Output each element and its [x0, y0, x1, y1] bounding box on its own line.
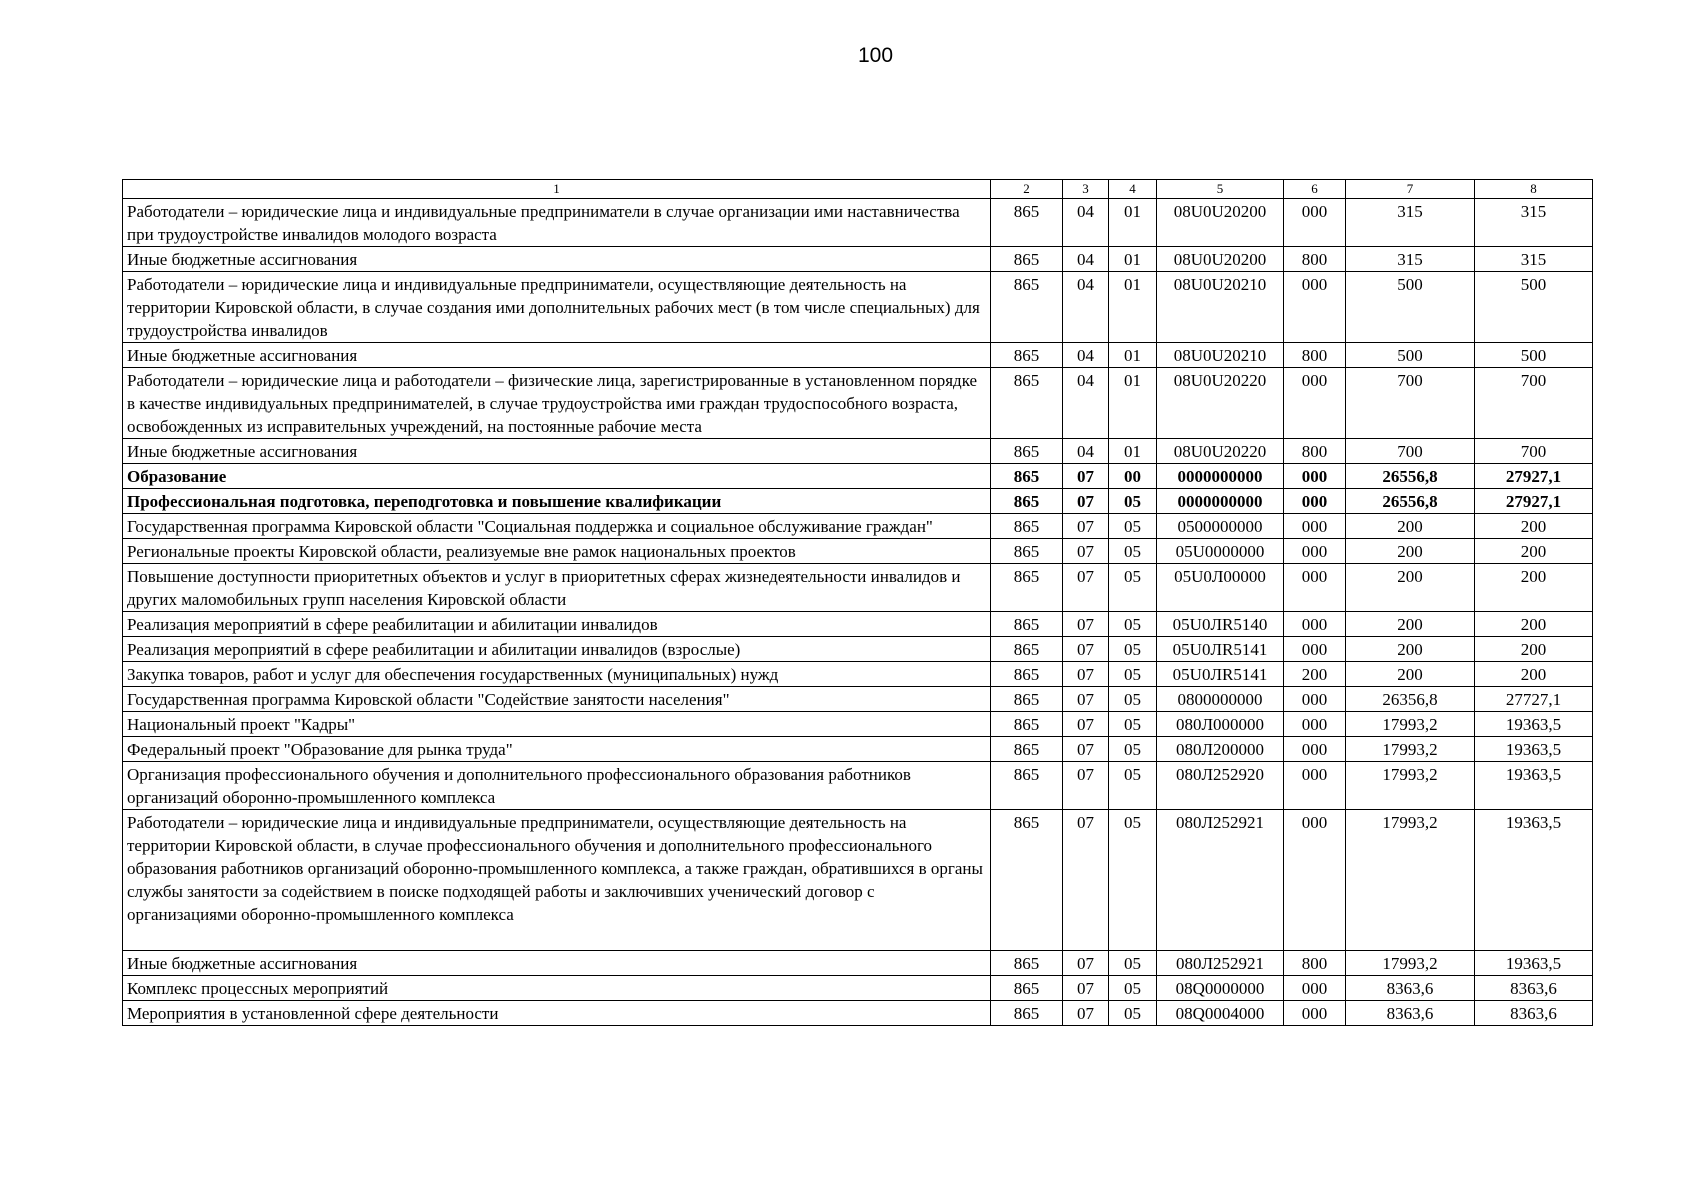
amount-year2-cell: 700	[1475, 439, 1593, 464]
row-name-cell: Работодатели – юридические лица и индивидуальные предприниматели, осуществляющие деятельность на территории Кировской области, в случае создания ими дополнительных рабочих мест (в том числе специальных) для трудоустройства инвалидов	[123, 272, 991, 343]
ministry-code-cell: 865	[991, 662, 1063, 687]
ministry-code-cell: 865	[991, 514, 1063, 539]
subsection-cell: 05	[1109, 612, 1157, 637]
table-row	[123, 662, 1593, 687]
target-article-cell: 0500000000	[1157, 514, 1284, 539]
target-article-cell: 05U0ЛR5140	[1157, 612, 1284, 637]
amount-year1-cell: 8363,6	[1346, 1001, 1475, 1026]
target-article-cell: 08U0U20200	[1157, 199, 1284, 247]
row-name-cell: Иные бюджетные ассигнования	[123, 951, 991, 976]
amount-year2-cell: 500	[1475, 343, 1593, 368]
section-cell: 04	[1063, 199, 1109, 247]
amount-year1-cell: 26556,8	[1346, 464, 1475, 489]
subsection-cell: 05	[1109, 687, 1157, 712]
expense-type-cell: 000	[1284, 810, 1346, 951]
amount-year1-cell: 200	[1346, 662, 1475, 687]
subsection-cell: 01	[1109, 199, 1157, 247]
expense-type-cell: 200	[1284, 662, 1346, 687]
subsection-cell: 05	[1109, 762, 1157, 810]
expense-type-cell: 000	[1284, 272, 1346, 343]
ministry-code-cell: 865	[991, 439, 1063, 464]
target-article-cell: 05U0000000	[1157, 539, 1284, 564]
target-article-cell: 08U0U20200	[1157, 247, 1284, 272]
table-row	[123, 737, 1593, 762]
amount-year1-cell: 200	[1346, 637, 1475, 662]
row-name-cell: Региональные проекты Кировской области, реализуемые вне рамок национальных проектов	[123, 539, 991, 564]
subsection-cell: 00	[1109, 464, 1157, 489]
table-row	[123, 343, 1593, 368]
target-article-cell: 05U0ЛR5141	[1157, 637, 1284, 662]
section-cell: 07	[1063, 810, 1109, 951]
amount-year2-cell: 19363,5	[1475, 737, 1593, 762]
row-name-cell: Реализация мероприятий в сфере реабилитации и абилитации инвалидов	[123, 612, 991, 637]
expense-type-cell: 000	[1284, 637, 1346, 662]
column-header: 1	[123, 180, 991, 199]
table-row	[123, 637, 1593, 662]
section-cell: 04	[1063, 343, 1109, 368]
column-header: 7	[1346, 180, 1475, 199]
amount-year1-cell: 8363,6	[1346, 976, 1475, 1001]
row-name-cell: Работодатели – юридические лица и индивидуальные предприниматели в случае организации ими наставничества при трудоустройстве инвалидов молодого возраста	[123, 199, 991, 247]
expense-type-cell: 000	[1284, 712, 1346, 737]
column-header: 2	[991, 180, 1063, 199]
row-name-cell: Иные бюджетные ассигнования	[123, 247, 991, 272]
amount-year1-cell: 17993,2	[1346, 737, 1475, 762]
table-row	[123, 976, 1593, 1001]
table-row	[123, 951, 1593, 976]
row-name-cell: Федеральный проект "Образование для рынка труда"	[123, 737, 991, 762]
ministry-code-cell: 865	[991, 343, 1063, 368]
expense-type-cell: 000	[1284, 564, 1346, 612]
column-header: 4	[1109, 180, 1157, 199]
amount-year2-cell: 700	[1475, 368, 1593, 439]
ministry-code-cell: 865	[991, 368, 1063, 439]
row-name-cell: Реализация мероприятий в сфере реабилитации и абилитации инвалидов (взрослые)	[123, 637, 991, 662]
subsection-cell: 05	[1109, 810, 1157, 951]
amount-year2-cell: 200	[1475, 637, 1593, 662]
ministry-code-cell: 865	[991, 712, 1063, 737]
amount-year2-cell: 27927,1	[1475, 489, 1593, 514]
ministry-code-cell: 865	[991, 199, 1063, 247]
ministry-code-cell: 865	[991, 762, 1063, 810]
row-name-cell: Работодатели – юридические лица и работодатели – физические лица, зарегистрированные в установленном порядке в качестве индивидуальных предпринимателей, в случае трудоустройства ими граждан трудоспособного возраста, освобожденных из исправительных учреждений, на постоянные рабочие места	[123, 368, 991, 439]
target-article-cell: 08U0U20220	[1157, 368, 1284, 439]
target-article-cell: 08Q0004000	[1157, 1001, 1284, 1026]
section-cell: 04	[1063, 439, 1109, 464]
amount-year2-cell: 27927,1	[1475, 464, 1593, 489]
table-row	[123, 539, 1593, 564]
table-row	[123, 368, 1593, 439]
subsection-cell: 05	[1109, 637, 1157, 662]
amount-year1-cell: 17993,2	[1346, 810, 1475, 951]
row-name-cell: Мероприятия в установленной сфере деятельности	[123, 1001, 991, 1026]
ministry-code-cell: 865	[991, 976, 1063, 1001]
target-article-cell: 08Q0000000	[1157, 976, 1284, 1001]
expense-type-cell: 000	[1284, 514, 1346, 539]
target-article-cell: 080Л252921	[1157, 951, 1284, 976]
row-name-cell: Образование	[123, 464, 991, 489]
amount-year1-cell: 200	[1346, 612, 1475, 637]
expense-type-cell: 000	[1284, 464, 1346, 489]
section-cell: 04	[1063, 247, 1109, 272]
amount-year1-cell: 200	[1346, 514, 1475, 539]
amount-year2-cell: 8363,6	[1475, 976, 1593, 1001]
amount-year1-cell: 17993,2	[1346, 762, 1475, 810]
table-row	[123, 810, 1593, 951]
subsection-cell: 05	[1109, 712, 1157, 737]
subsection-cell: 01	[1109, 272, 1157, 343]
ministry-code-cell: 865	[991, 489, 1063, 514]
table-row	[123, 687, 1593, 712]
target-article-cell: 05U0Л00000	[1157, 564, 1284, 612]
subsection-cell: 05	[1109, 951, 1157, 976]
subsection-cell: 05	[1109, 662, 1157, 687]
ministry-code-cell: 865	[991, 687, 1063, 712]
amount-year2-cell: 19363,5	[1475, 810, 1593, 951]
row-name-cell: Комплекс процессных мероприятий	[123, 976, 991, 1001]
ministry-code-cell: 865	[991, 810, 1063, 951]
row-name-cell: Повышение доступности приоритетных объектов и услуг в приоритетных сферах жизнедеятельности инвалидов и других маломобильных групп населения Кировской области	[123, 564, 991, 612]
amount-year2-cell: 315	[1475, 199, 1593, 247]
ministry-code-cell: 865	[991, 564, 1063, 612]
table-row	[123, 272, 1593, 343]
ministry-code-cell: 865	[991, 637, 1063, 662]
table-row	[123, 762, 1593, 810]
amount-year1-cell: 17993,2	[1346, 951, 1475, 976]
row-name-cell: Организация профессионального обучения и дополнительного профессионального образования работников организаций оборонно-промышленного комплекса	[123, 762, 991, 810]
section-cell: 04	[1063, 368, 1109, 439]
target-article-cell: 05U0ЛR5141	[1157, 662, 1284, 687]
expense-type-cell: 000	[1284, 1001, 1346, 1026]
row-name-cell: Профессиональная подготовка, переподготовка и повышение квалификации	[123, 489, 991, 514]
page-number: 100	[857, 44, 894, 67]
column-header: 8	[1475, 180, 1593, 199]
table-row	[123, 199, 1593, 247]
expense-type-cell: 800	[1284, 439, 1346, 464]
table-body	[123, 180, 1593, 1026]
section-cell: 07	[1063, 737, 1109, 762]
section-cell: 07	[1063, 612, 1109, 637]
subsection-cell: 05	[1109, 489, 1157, 514]
target-article-cell: 08U0U20210	[1157, 272, 1284, 343]
section-cell: 07	[1063, 564, 1109, 612]
expense-type-cell: 800	[1284, 247, 1346, 272]
header-row	[123, 180, 1593, 199]
amount-year1-cell: 500	[1346, 272, 1475, 343]
amount-year1-cell: 700	[1346, 439, 1475, 464]
table-row	[123, 1001, 1593, 1026]
section-cell: 07	[1063, 662, 1109, 687]
row-name-cell: Национальный проект "Кадры"	[123, 712, 991, 737]
ministry-code-cell: 865	[991, 539, 1063, 564]
section-cell: 07	[1063, 687, 1109, 712]
amount-year1-cell: 700	[1346, 368, 1475, 439]
section-cell: 07	[1063, 712, 1109, 737]
amount-year1-cell: 315	[1346, 247, 1475, 272]
subsection-cell: 01	[1109, 439, 1157, 464]
subsection-cell: 05	[1109, 976, 1157, 1001]
expense-type-cell: 000	[1284, 737, 1346, 762]
ministry-code-cell: 865	[991, 951, 1063, 976]
amount-year2-cell: 19363,5	[1475, 762, 1593, 810]
expense-type-cell: 000	[1284, 199, 1346, 247]
section-cell: 07	[1063, 951, 1109, 976]
target-article-cell: 080Л200000	[1157, 737, 1284, 762]
table-row	[123, 439, 1593, 464]
target-article-cell: 0800000000	[1157, 687, 1284, 712]
table-row	[123, 514, 1593, 539]
row-name-cell: Государственная программа Кировской области "Содействие занятости населения"	[123, 687, 991, 712]
amount-year2-cell: 19363,5	[1475, 951, 1593, 976]
amount-year2-cell: 315	[1475, 247, 1593, 272]
target-article-cell: 080Л252921	[1157, 810, 1284, 951]
table-row	[123, 247, 1593, 272]
row-name-cell: Иные бюджетные ассигнования	[123, 439, 991, 464]
section-cell: 07	[1063, 976, 1109, 1001]
section-cell: 07	[1063, 762, 1109, 810]
amount-year1-cell: 200	[1346, 539, 1475, 564]
target-article-cell: 08U0U20220	[1157, 439, 1284, 464]
expense-type-cell: 000	[1284, 539, 1346, 564]
table-row	[123, 464, 1593, 489]
target-article-cell: 080Л000000	[1157, 712, 1284, 737]
target-article-cell: 0000000000	[1157, 489, 1284, 514]
subsection-cell: 05	[1109, 514, 1157, 539]
expense-type-cell: 000	[1284, 489, 1346, 514]
amount-year2-cell: 500	[1475, 272, 1593, 343]
ministry-code-cell: 865	[991, 612, 1063, 637]
ministry-code-cell: 865	[991, 272, 1063, 343]
budget-table	[122, 179, 1593, 1026]
column-header: 6	[1284, 180, 1346, 199]
section-cell: 04	[1063, 272, 1109, 343]
row-name-cell: Закупка товаров, работ и услуг для обеспечения государственных (муниципальных) нужд	[123, 662, 991, 687]
section-cell: 07	[1063, 464, 1109, 489]
subsection-cell: 05	[1109, 539, 1157, 564]
amount-year1-cell: 26356,8	[1346, 687, 1475, 712]
amount-year2-cell: 200	[1475, 539, 1593, 564]
amount-year1-cell: 315	[1346, 199, 1475, 247]
section-cell: 07	[1063, 514, 1109, 539]
ministry-code-cell: 865	[991, 464, 1063, 489]
subsection-cell: 05	[1109, 737, 1157, 762]
ministry-code-cell: 865	[991, 247, 1063, 272]
subsection-cell: 01	[1109, 343, 1157, 368]
amount-year1-cell: 200	[1346, 564, 1475, 612]
target-article-cell: 0000000000	[1157, 464, 1284, 489]
amount-year2-cell: 200	[1475, 514, 1593, 539]
amount-year2-cell: 200	[1475, 564, 1593, 612]
target-article-cell: 08U0U20210	[1157, 343, 1284, 368]
amount-year1-cell: 17993,2	[1346, 712, 1475, 737]
amount-year2-cell: 200	[1475, 612, 1593, 637]
amount-year1-cell: 26556,8	[1346, 489, 1475, 514]
expense-type-cell: 000	[1284, 687, 1346, 712]
expense-type-cell: 000	[1284, 762, 1346, 810]
section-cell: 07	[1063, 489, 1109, 514]
row-name-cell: Работодатели – юридические лица и индивидуальные предприниматели, осуществляющие деятельность на территории Кировской области, в случае профессионального обучения и дополнительного профессионального образования работников организаций оборонно-промышленного комплекса, а также граждан, обратившихся в органы службы занятости за содействием в поиске подходящей работы и заключивших ученический договор с организациями оборонно-промышленного комплекса	[123, 810, 991, 951]
column-header: 3	[1063, 180, 1109, 199]
ministry-code-cell: 865	[991, 737, 1063, 762]
table-row	[123, 712, 1593, 737]
expense-type-cell: 000	[1284, 976, 1346, 1001]
section-cell: 07	[1063, 539, 1109, 564]
expense-type-cell: 000	[1284, 368, 1346, 439]
section-cell: 07	[1063, 1001, 1109, 1026]
subsection-cell: 05	[1109, 1001, 1157, 1026]
row-name-cell: Иные бюджетные ассигнования	[123, 343, 991, 368]
section-cell: 07	[1063, 637, 1109, 662]
table-row	[123, 489, 1593, 514]
target-article-cell: 080Л252920	[1157, 762, 1284, 810]
expense-type-cell: 000	[1284, 612, 1346, 637]
ministry-code-cell: 865	[991, 1001, 1063, 1026]
amount-year2-cell: 8363,6	[1475, 1001, 1593, 1026]
row-name-cell: Государственная программа Кировской области "Социальная поддержка и социальное обслуживание граждан"	[123, 514, 991, 539]
table-row	[123, 564, 1593, 612]
amount-year1-cell: 500	[1346, 343, 1475, 368]
subsection-cell: 01	[1109, 368, 1157, 439]
subsection-cell: 05	[1109, 564, 1157, 612]
amount-year2-cell: 200	[1475, 662, 1593, 687]
subsection-cell: 01	[1109, 247, 1157, 272]
expense-type-cell: 800	[1284, 343, 1346, 368]
column-header: 5	[1157, 180, 1284, 199]
expense-type-cell: 800	[1284, 951, 1346, 976]
amount-year2-cell: 19363,5	[1475, 712, 1593, 737]
amount-year2-cell: 27727,1	[1475, 687, 1593, 712]
table-row	[123, 612, 1593, 637]
